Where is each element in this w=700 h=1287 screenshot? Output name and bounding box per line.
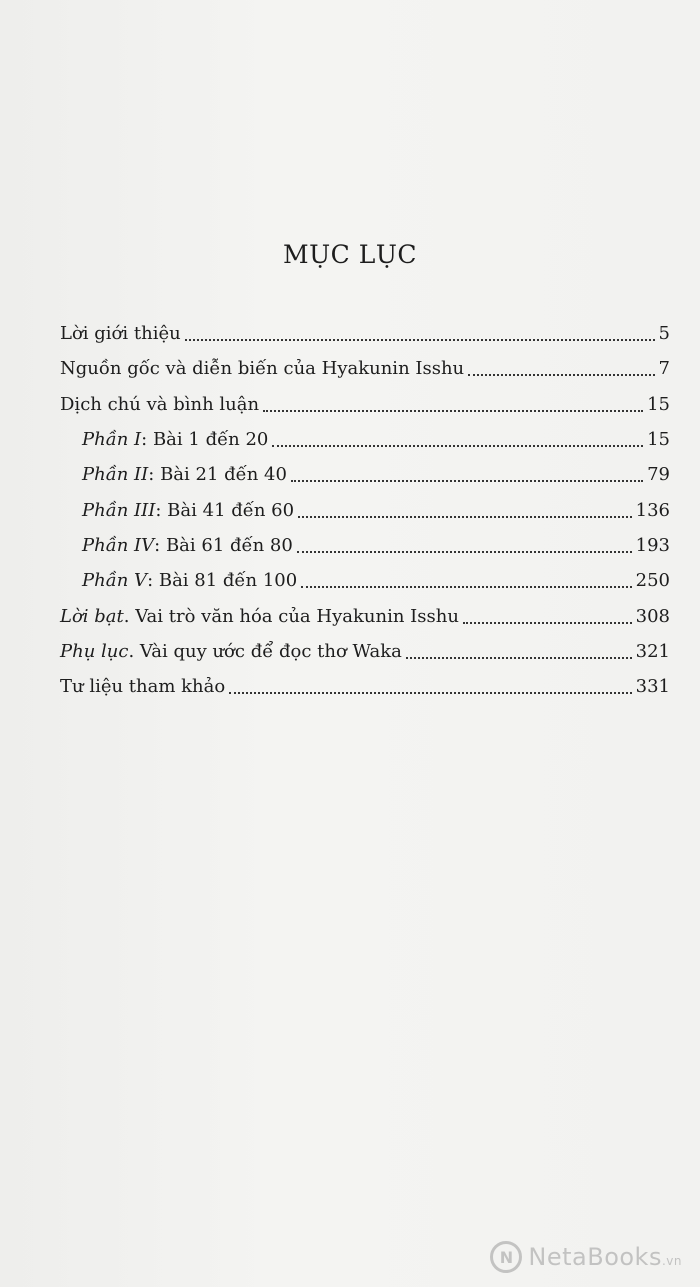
- toc-page-number: 136: [635, 499, 670, 521]
- dot-leader: [301, 585, 631, 588]
- toc-page-number: 331: [635, 676, 670, 698]
- toc-entry-label: Phụ lục. Vài quy ước để đọc thơ Waka: [60, 640, 402, 662]
- toc-entry: [60, 598, 670, 633]
- page-title: MỤC LỤC: [282, 240, 418, 269]
- toc-entry-label: Phần IV: Bài 61 đến 80: [82, 534, 293, 556]
- toc-subentry: [60, 492, 670, 527]
- toc-page-number: 193: [635, 534, 670, 556]
- dot-leader: [468, 373, 654, 376]
- toc-subentry: [60, 528, 670, 563]
- toc-page-number: 15: [647, 429, 670, 451]
- dot-leader: [406, 656, 632, 659]
- dot-leader: [229, 691, 631, 694]
- toc-page-number: 15: [647, 393, 670, 415]
- toc-entry: [60, 387, 670, 422]
- toc-entry-label: Lời giới thiệu: [60, 323, 181, 345]
- dot-leader: [298, 515, 632, 518]
- toc-subentry: [60, 563, 670, 598]
- toc-subentry: [60, 422, 670, 457]
- toc-entry-label: Lời bạt. Vai trò văn hóa của Hyakunin Isshu: [60, 605, 459, 627]
- toc-entry-label: Phần III: Bài 41 đến 60: [82, 499, 295, 521]
- watermark-text: NetaBooks.vn: [528, 1243, 682, 1271]
- dot-leader: [291, 479, 643, 482]
- dot-leader: [297, 550, 632, 553]
- toc-entry-label: Phần V: Bài 81 đến 100: [82, 570, 298, 592]
- dot-leader: [263, 409, 643, 412]
- toc-entry-label: Tư liệu tham khảo: [60, 676, 226, 698]
- toc-entry: [60, 669, 670, 704]
- toc-page-number: 250: [635, 570, 670, 592]
- toc-page-number: 5: [658, 323, 670, 345]
- toc-entry-label: Phần II: Bài 21 đến 40: [82, 464, 287, 486]
- toc-entry: [60, 351, 670, 386]
- toc-entry: [60, 634, 670, 669]
- toc-page-number: 7: [658, 358, 670, 380]
- brand-logo-icon: N: [490, 1241, 522, 1273]
- toc-page-number: 308: [635, 605, 670, 627]
- toc-page-number: 79: [647, 464, 670, 486]
- toc-entry-label: Nguồn gốc và diễn biến của Hyakunin Isshu: [60, 358, 465, 380]
- toc-page-number: 321: [635, 640, 670, 662]
- dot-leader: [272, 444, 643, 447]
- watermark: [490, 1241, 682, 1273]
- toc-entry: [60, 316, 670, 351]
- toc-entry-label: Phần I: Bài 1 đến 20: [82, 429, 269, 451]
- dot-leader: [185, 338, 655, 341]
- table-of-contents: [60, 316, 670, 704]
- toc-subentry: [60, 457, 670, 492]
- dot-leader: [463, 621, 632, 624]
- toc-entry-label: Dịch chú và bình luận: [60, 393, 260, 415]
